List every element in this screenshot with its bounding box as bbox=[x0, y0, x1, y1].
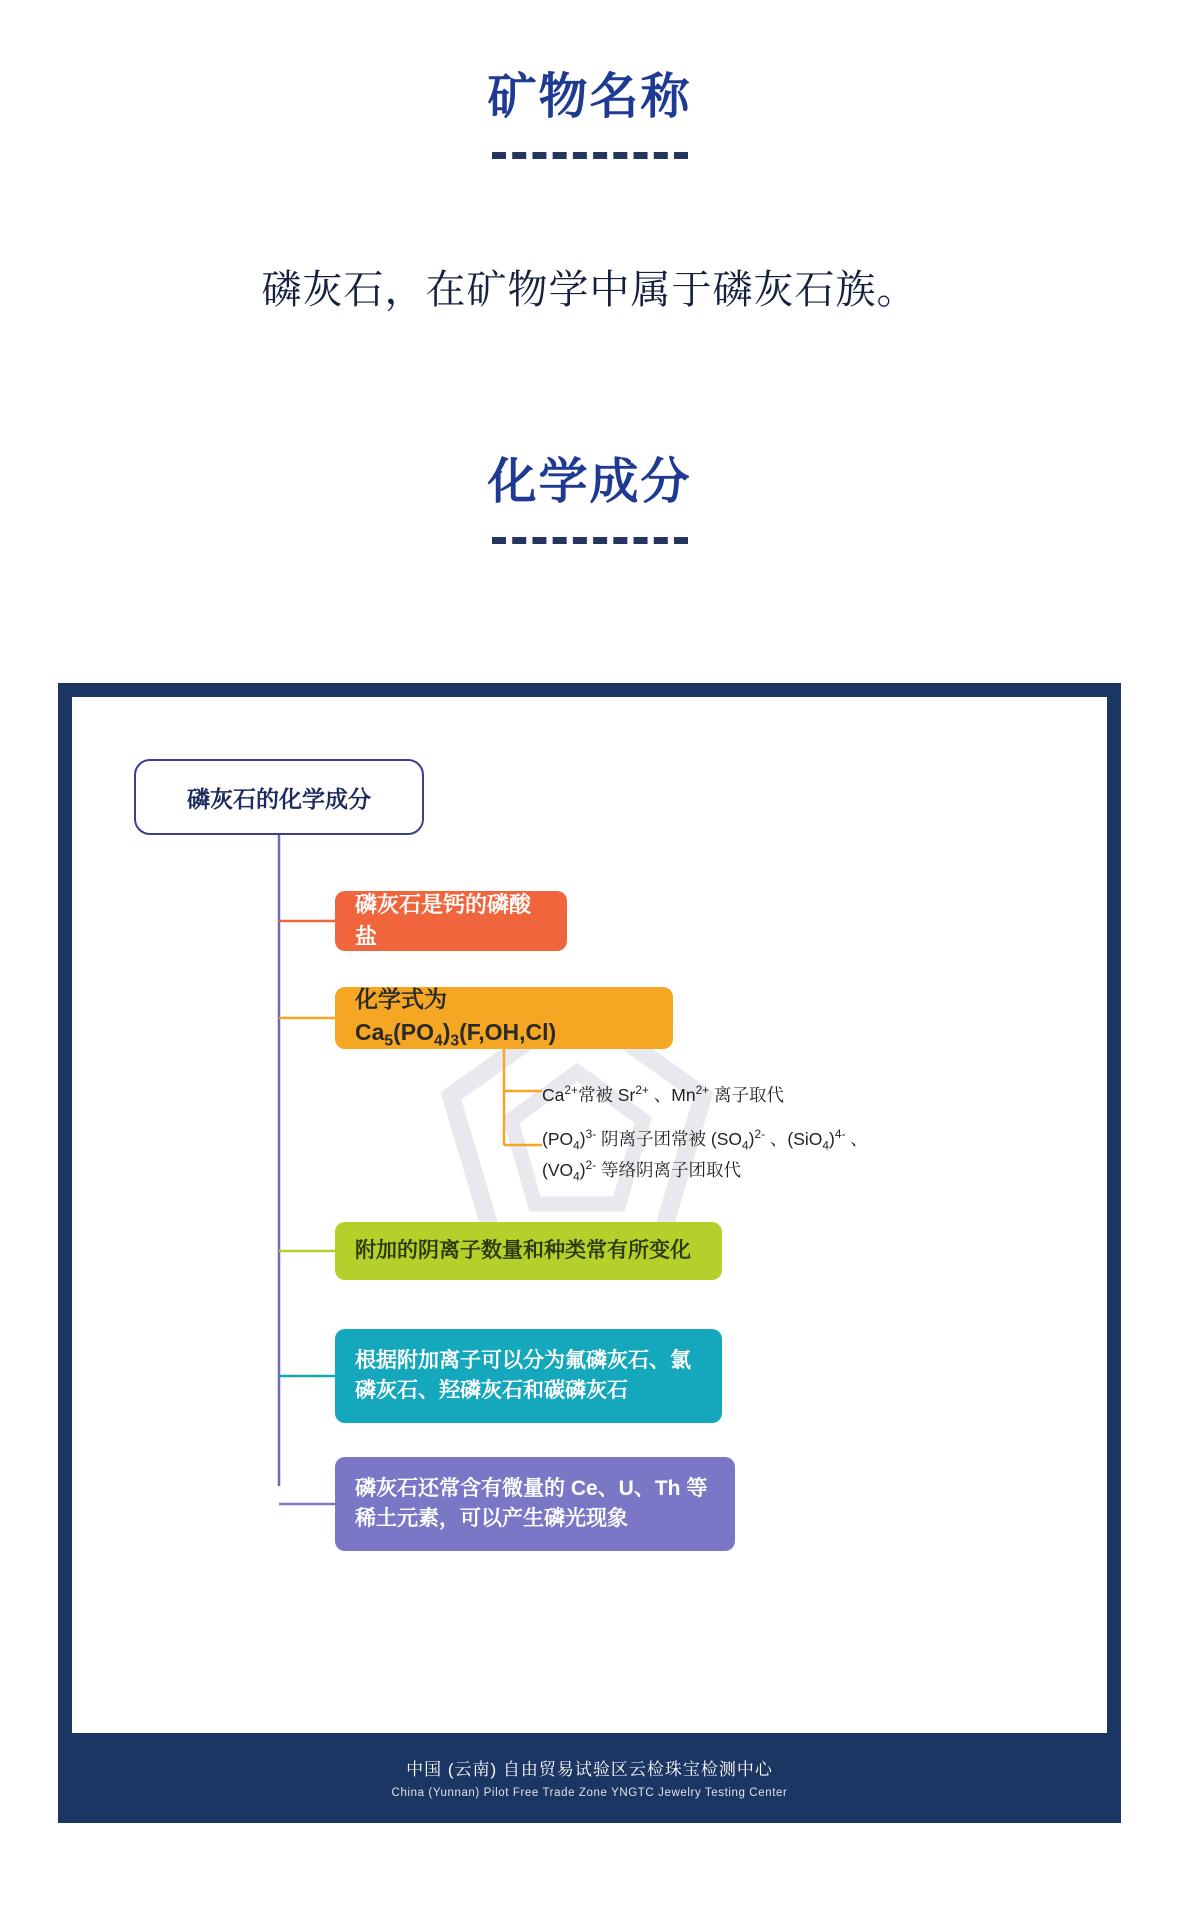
footer-en-text: China (Yunnan) Pilot Free Trade Zone YNGTC Jewelry Testing Center bbox=[391, 1787, 788, 1799]
diagram-branch-3-label: 附加的阴离子数量和种类常有所变化 bbox=[355, 1238, 691, 1262]
diagram-branch-4-label: 根据附加离子可以分为氟磷灰石、氯磷灰石、羟磷灰石和碳磷灰石 bbox=[355, 1348, 691, 1402]
diagram-branch-2-label: 化学式为 $Ca_5(PO_4)_3(F,OH,Cl)$ bbox=[355, 985, 557, 1050]
section-mineral-name-heading bbox=[0, 58, 1179, 159]
diagram-branch-1[interactable] bbox=[335, 891, 567, 951]
section-title-chemical: 化学成分 bbox=[487, 455, 692, 509]
diagram-root-node[interactable]: 磷灰石的化学成分 bbox=[134, 759, 424, 835]
card-footer bbox=[58, 1733, 1121, 1823]
diagram-canvas bbox=[72, 697, 1107, 1733]
mineral-name-body: 磷灰石，在矿物学中属于磷灰石族。 bbox=[261, 267, 918, 312]
diagram-branch-5[interactable] bbox=[335, 1457, 735, 1551]
page-title: 矿物名称 bbox=[487, 70, 692, 124]
section-chemical-composition-heading bbox=[0, 443, 1179, 544]
diagram-branch-2[interactable] bbox=[335, 987, 673, 1049]
title-divider bbox=[492, 152, 688, 159]
diagram-subnote-1: $Ca^{2+}$常被 $Sr^{2+}$ 、$Mn^{2+}$ 离子取代 bbox=[542, 1083, 784, 1105]
diagram-subnote-2: $(PO_4)^{3-}$ 阴离子团常被 $(SO_4)^{2-}$ 、$(SiO_4)^{4-}$ 、 $(VO_4)^{2-}$ 等络阴离子团取代 bbox=[542, 1127, 868, 1184]
diagram-card bbox=[58, 683, 1121, 1823]
diagram-branch-4[interactable] bbox=[335, 1329, 722, 1423]
footer-cn-text: 中国 (云南) 自由贸易试验区云检珠宝检测中心 bbox=[406, 1760, 773, 1779]
connector-lines bbox=[72, 697, 1107, 1733]
diagram-branch-5-label: 磷灰石还常含有微量的 Ce、U、Th 等稀土元素，可以产生磷光现象 bbox=[355, 1476, 708, 1530]
title-divider-2 bbox=[492, 537, 688, 544]
diagram-branch-1-label: 磷灰石是钙的磷酸盐 bbox=[355, 892, 532, 949]
diagram-branch-3[interactable] bbox=[335, 1222, 722, 1280]
